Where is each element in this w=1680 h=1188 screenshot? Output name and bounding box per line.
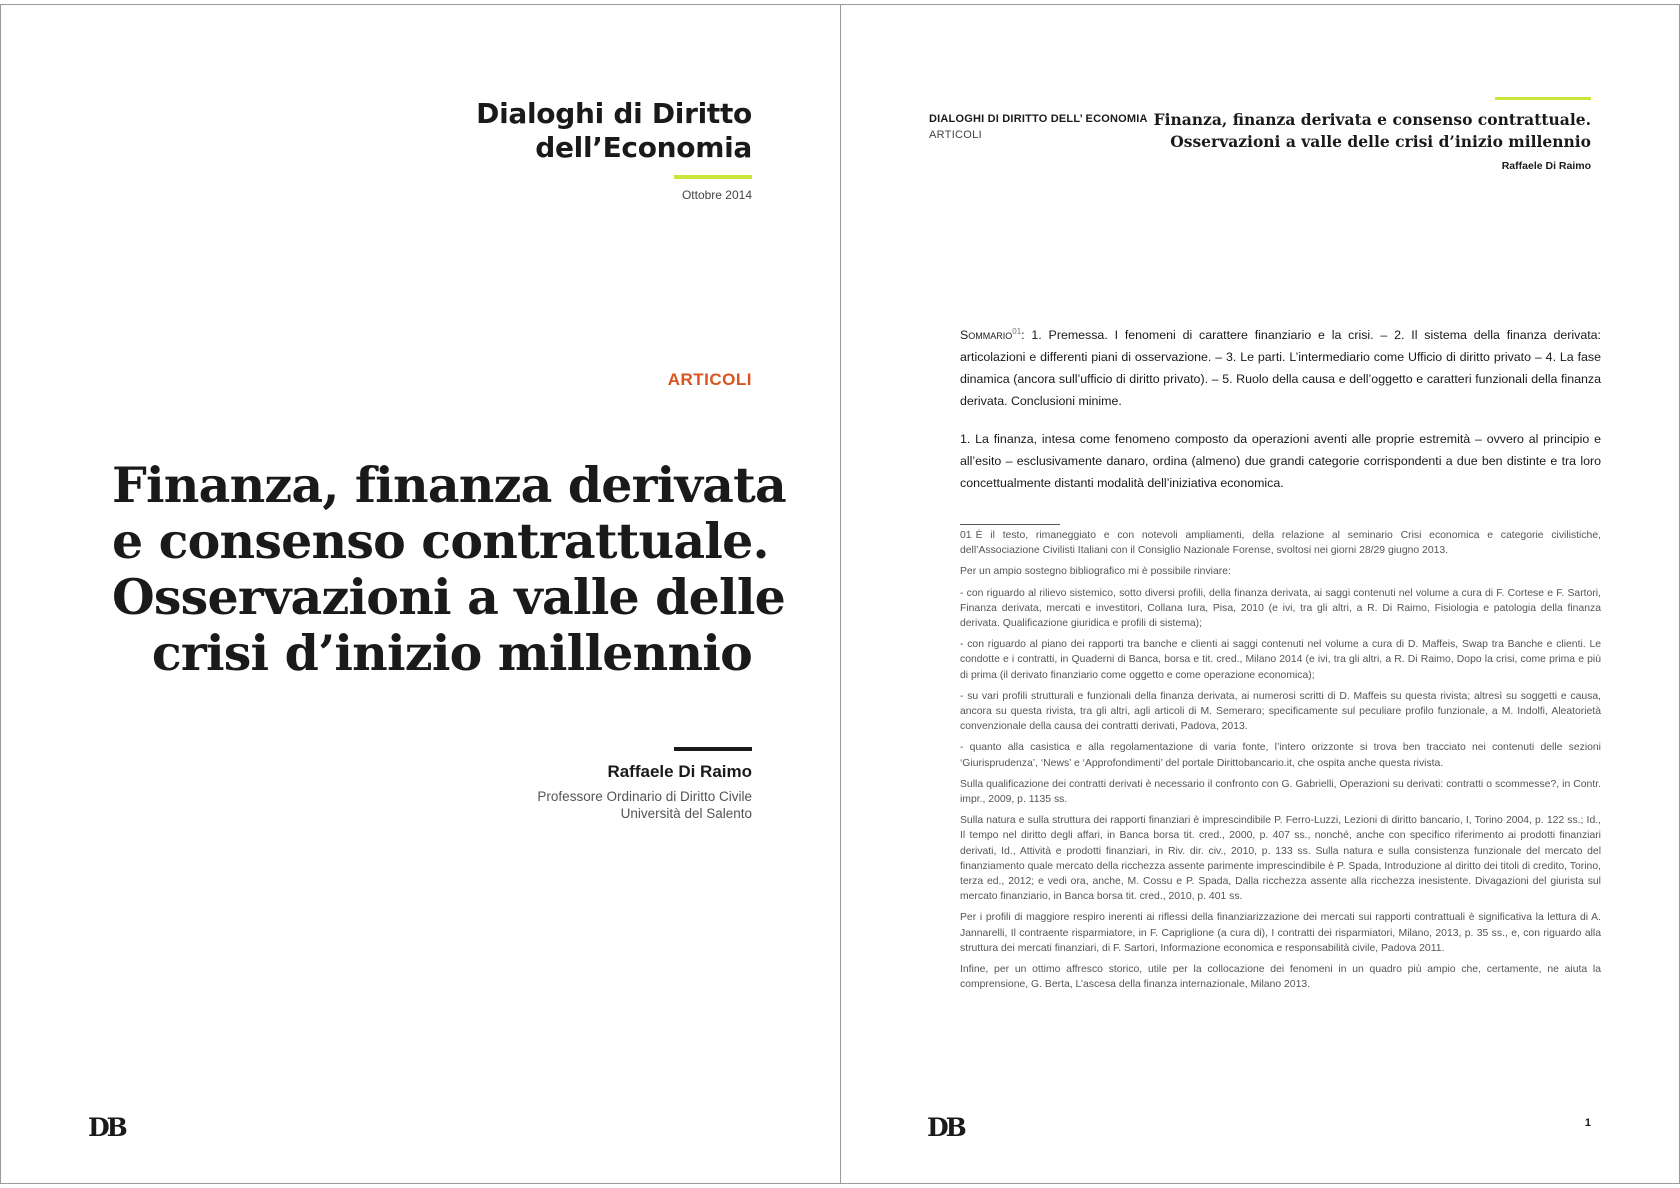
- footnote-item: Sulla qualificazione dei contratti derivati è necessario il confronto con G. Gabrielli, Operazioni su derivati: contratti o scommesse?, in Contr. impr., 2009, p. 1135 ss.: [960, 778, 1601, 806]
- summary-label: Sommario: [960, 328, 1013, 343]
- running-title-line: Osservazioni a valle delle crisi d’inizio millennio: [1170, 132, 1591, 151]
- author-divider: [674, 747, 752, 751]
- footnote-item: - con riguardo al rilievo sistemico, sotto diversi profili, della finanza derivata, ai saggi contenuti nel volume a cura di F. Cortese e F. Sartori, Finanza derivata, mercati e investitori, Collana Iura, Pisa, 2010 (e ivi, tra gli altri, a R. Di Raimo, Fisiologia e patologia della finanza derivata. Qualificazione giuridica e profili di sistema);: [960, 587, 1601, 630]
- article-page: [840, 4, 1680, 1184]
- journal-title-line1: Dialoghi di Diritto: [476, 97, 752, 130]
- issue-date: Ottobre 2014: [681, 188, 752, 202]
- footnote-item: Per un ampio sostegno bibliografico mi è possibile rinviare:: [960, 566, 1231, 578]
- running-header-accent: [1495, 97, 1591, 100]
- article-title-line: e consenso contrattuale.: [112, 512, 769, 570]
- running-title-line: Finanza, finanza derivata e consenso contrattuale.: [1153, 110, 1591, 129]
- footnote-item: [960, 528, 1601, 558]
- running-header-section: ARTICOLI: [929, 129, 982, 141]
- publisher-logo: DB: [88, 1113, 125, 1142]
- journal-title: [476, 97, 752, 165]
- article-title-line: Finanza, finanza derivata: [112, 456, 786, 514]
- author-name: Raffaele Di Raimo: [607, 762, 752, 781]
- running-header-author: Raffaele Di Raimo: [1501, 160, 1591, 172]
- section-label: ARTICOLI: [667, 370, 752, 389]
- article-title-line: Osservazioni a valle delle: [112, 568, 786, 626]
- body-paragraph: 1. La finanza, intesa come fenomeno composto da operazioni aventi alle proprie estremità – ovvero al principio e all’esito – esclusivamente danaro, ordina (almeno) due grandi categorie corrispondenti a due ben distinte e tra loro concettualmente distanti modalità dell’iniziativa economica.: [960, 432, 1601, 490]
- accent-bar: [674, 175, 752, 179]
- footnotes: [960, 528, 1601, 998]
- summary-text: : 1. Premessa. I fenomeni di carattere finanziario e la crisi. – 2. Il sistema della finanza derivata: articolazioni e differenti piani di osservazione. – 3. Le parti. L’intermediario come Ufficio di diritto privato – 4. La fase dinamica (ancora sull’ufficio di diritto privato). – 5. Ruolo della causa e dell’oggetto e caratteri funzionali della finanza derivata. Conclusioni minime.: [960, 328, 1601, 409]
- article-title-line: crisi d’inizio millennio: [151, 624, 752, 682]
- footnote-item: - quanto alla casistica e alla regolamentazione di varia fonte, l’intero orizzonte si trova ben tracciato nei contenuti delle sezioni ‘Giurisprudenza’, ‘News’ e ‘Approfondimenti’ del portale Dirittobancario.it, che ospita anche questa rivista.: [960, 742, 1601, 769]
- cover-page: [0, 4, 840, 1184]
- footnote-item: Infine, per un ottimo affresco storico, utile per la collocazione dei fenomeni in un quadro più ampio che, certamente, ne aiuta la comprensione, G. Berta, L’ascesa della finanza internazionale, Milano 2013.: [960, 964, 1601, 991]
- page-number: 1: [1584, 1117, 1591, 1129]
- footnote-item: Sulla natura e sulla struttura dei rapporti finanziari è imprescindibile P. Ferro-Luzzi, Lezioni di diritto bancario, I, Torino 2004, p. 122 ss.; Id., Il tempo nel diritto degli affari, in Banca borsa tit. cred., 2000, p. 407 ss., nonché, anche con specifico riferimento ai prodotti finanziari derivati, Id., Attività e prodotti finanziari, in Riv. dir. civ., 2010, p. 133 ss. Sulla natura e sulla consistenza funzionale del mercato del finanziamento quale mercato della ricchezza assente parimente imprescindibile è P. Spada, Introduzione al diritto dei titoli di credito, Torino, terza ed., 2012; e vedi ora, anche, M. Cossu e P. Spada, Dalla ricchezza assente alla ricchezza inesistente. Divagazioni del giurista sul mercato finanziario, in Banca borsa tit. cred., 2010, p. 401 ss.: [960, 815, 1601, 903]
- footnote-ref[interactable]: 01: [1012, 327, 1022, 336]
- publisher-logo: DB: [927, 1113, 964, 1142]
- footnote-item: - con riguardo al piano dei rapporti tra banche e clienti ai saggi contenuti nel volume a cura di D. Maffeis, Swap tra Banche e clienti. Le condotte e i contratti, in Quaderni di Banca, borsa e tit. cred., Milano 2014 (e ivi, tra gli altri, a R. Di Raimo, Dopo la crisi, come prima e più di prima (il derivato finanziario come oggetto e come operazione economica);: [960, 639, 1601, 681]
- journal-title-line2: dell’Economia: [535, 131, 752, 164]
- footnote-item: - su vari profili strutturali e funzionali della finanza derivata, ai numerosi scritti di D. Maffeis su questa rivista; altresì su soggetti e causa, ancora su questa rivista, tra gli altri, agli articoli di M. Semeraro; specificamente sul peculiare profilo funzionale, a M. Indolfi, Aleatorietà convenzionale della causa dei contratti derivati, Padova, 2013.: [960, 690, 1601, 733]
- author-university: Università del Salento: [620, 806, 752, 821]
- running-header-title: [1154, 109, 1591, 153]
- footnote-item: Per i profili di maggiore respiro inerenti ai riflessi della finanziarizzazione dei mercati sui rapporti contrattuali è significativa la lettura di A. Jannarelli, Il contraente risparmiatore, in F. Capriglione (a cura di), I contratti dei risparmiatori, Milano, 2013, p. 35 ss., e, con riguardo alla struttura dei mercati finanziari, di F. Sartori, Informazione economica e responsabilità civile, Padova 2011.: [960, 912, 1601, 954]
- summary-block: [960, 321, 1601, 412]
- running-header-journal: DIALOGHI DI DIRITTO DELL’ ECONOMIA: [929, 113, 1148, 125]
- footnote-number: 01: [960, 530, 972, 541]
- article-title: [112, 456, 786, 682]
- author-role: Professore Ordinario di Diritto Civile: [537, 789, 752, 804]
- footnote-divider: [960, 524, 1060, 525]
- footnote-text: È il testo, rimaneggiato e con notevoli ampliamenti, della relazione al seminario Crisi economica e categorie civilistiche, dell’Associazione Civilisti Italiani con il Consiglio Nazionale Forense, svoltosi nei giorni 28/29 giugno 2013.: [960, 530, 1601, 557]
- author-affiliation: [537, 788, 752, 822]
